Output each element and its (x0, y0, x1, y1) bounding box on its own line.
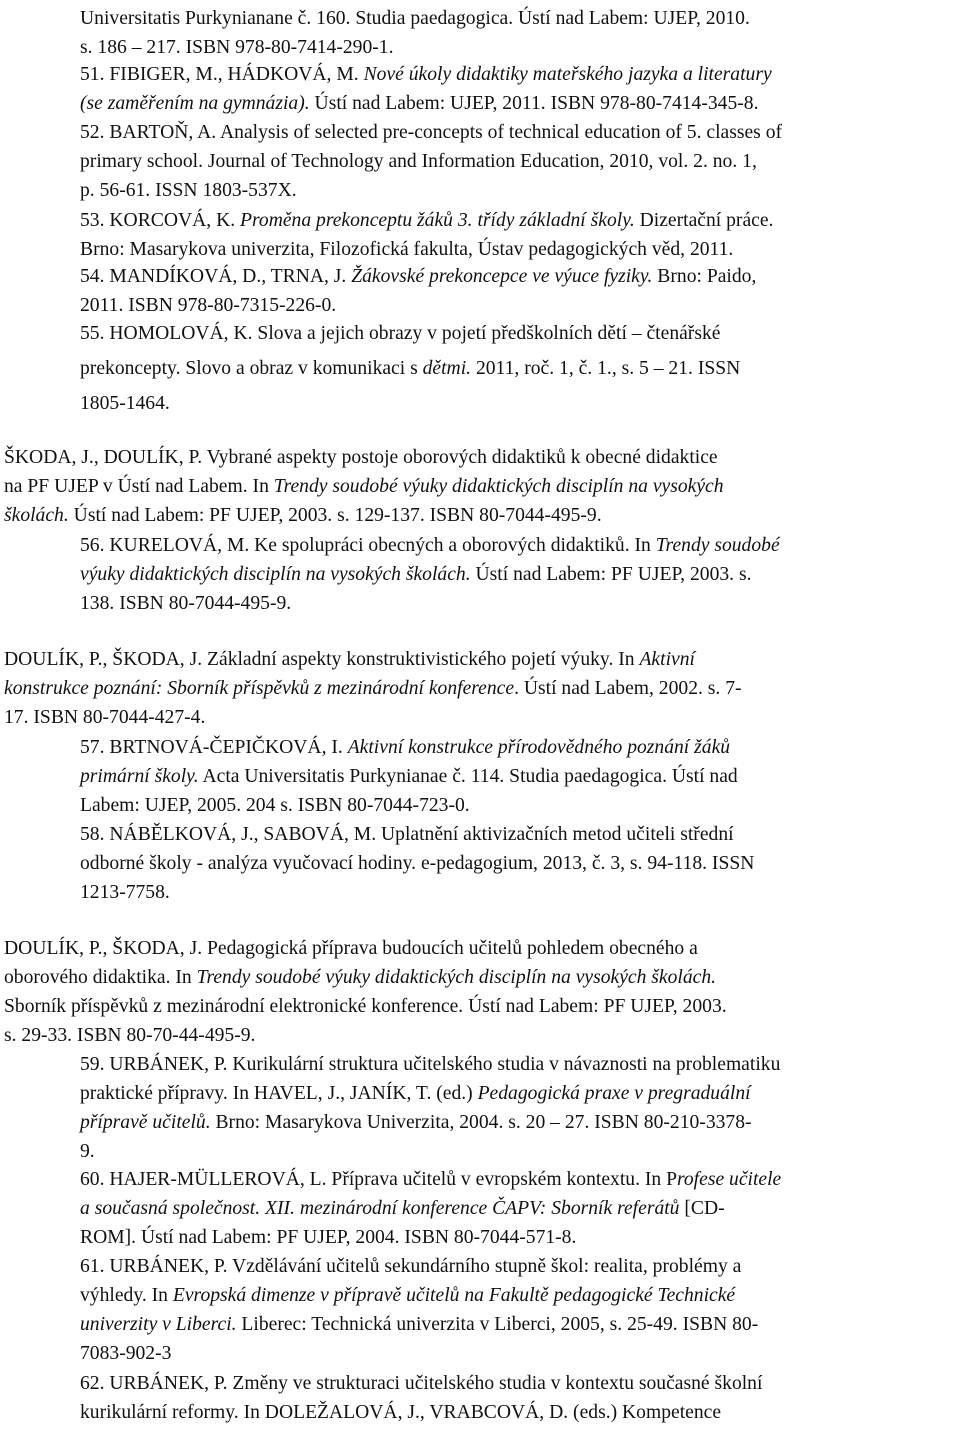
ref-doulik-skoda-2002-line (4, 676, 742, 702)
ref-53-line (80, 237, 733, 263)
text: praktické přípravy. In HAVEL, J., JANÍK, T. (ed.) (80, 1083, 478, 1104)
text: 52. BARTOŇ, A. Analysis of selected pre-concepts of technical education of 5. classes of (80, 122, 783, 143)
text: Ústí nad Labem: UJEP, 2011. ISBN 978-80-7414-345-8. (309, 93, 759, 114)
text: prekoncepty. Slovo a obraz v komunikaci s (80, 358, 423, 379)
text: DOULÍK, P., ŠKODA, J. Pedagogická příprava budoucích učitelů pohledem obecného a (4, 938, 698, 959)
ref-59-line (80, 1139, 95, 1165)
text: Acta Universitatis Purkynianae č. 114. Studia paedagogica. Ústí nad (198, 766, 738, 787)
text: 51. FIBIGER, M., HÁDKOVÁ, M. (80, 64, 364, 85)
ref-60-line (80, 1225, 576, 1251)
text: 62. URBÁNEK, P. Změny ve strukturaci učitelského studia v kontextu současné školní (80, 1373, 763, 1394)
text: 59. URBÁNEK, P. Kurikulární struktura učitelského studia v návaznosti na problematiku (80, 1054, 781, 1075)
italic-text: přípravě učitelů. (80, 1112, 211, 1133)
ref-doulik-skoda-2003-line (4, 965, 716, 991)
italic-text: Evropská dimenze v přípravě učitelů na Fakultě pedagogické Technické (172, 1285, 736, 1306)
text: 17. ISBN 80-7044-427-4. (4, 707, 206, 728)
ref-doulik-skoda-2003-line (4, 1023, 255, 1049)
ref-59-line (80, 1052, 780, 1078)
ref-59-line (80, 1110, 752, 1136)
text: 9. (80, 1141, 95, 1162)
ref-doulik-skoda-2003-line (4, 994, 727, 1020)
ref-58-line (80, 851, 754, 877)
text: 55. HOMOLOVÁ, K. Slova a jejich obrazy v pojetí předškolních dětí – čtenářské (80, 323, 721, 344)
text: primary school. Journal of Technology and Information Education, 2010, vol. 2. no. 1, (80, 151, 757, 172)
ref-54-line (80, 293, 336, 319)
ref-57-line (80, 793, 470, 819)
text: Ústí nad Labem: PF UJEP, 2003. s. 129-137. ISBN 80-7044-495-9. (68, 505, 602, 526)
ref-doulik-skoda-2002-line (4, 647, 695, 673)
italic-text: Trendy soudobé výuky didaktických disciplín na vysokých školách. (196, 967, 717, 988)
ref-55-line (80, 321, 720, 347)
text: 2011, roč. 1, č. 1., s. 5 – 21. ISSN (471, 358, 741, 379)
ref-60-line (80, 1196, 725, 1222)
italic-text: školách. (4, 505, 69, 526)
ref-59-line (80, 1081, 751, 1107)
ref-56-line (80, 591, 291, 617)
italic-text: Trendy soudobé výuky didaktických disciplín na vysokých (273, 476, 724, 497)
ref-52-line (80, 120, 782, 146)
ref-62-line (80, 1371, 762, 1397)
text: Brno: Masarykova Univerzita, 2004. s. 20 – 27. ISBN 80-210-3378- (210, 1112, 752, 1133)
ref-doulik-skoda-2002-line (4, 705, 205, 731)
ref-doulik-skoda-2003-line (4, 936, 698, 962)
text: . Ústí nad Labem, 2002. s. 7- (514, 678, 742, 699)
text: 1213-7758. (80, 882, 170, 903)
ref-56-line (80, 533, 780, 559)
ref-61-line (80, 1283, 735, 1309)
ref-54-line (80, 264, 756, 290)
text: Dizertační práce. (634, 210, 774, 231)
text: s. 29-33. ISBN 80-70-44-495-9. (4, 1025, 256, 1046)
ref-56-line (80, 562, 751, 588)
text: Brno: Paido, (652, 266, 757, 287)
ref-51-line (80, 91, 758, 117)
ref-52-line (80, 178, 297, 204)
ref-57-line (80, 735, 730, 761)
text: Universitatis Purkynianane č. 160. Studia paedagogica. Ústí nad Labem: UJEP, 2010. (80, 8, 750, 29)
italic-text: konstrukce poznání: Sborník příspěvků z mezinárodní konference (4, 678, 515, 699)
ref-skoda-doulik-2003-line (4, 445, 718, 471)
text: s. 186 – 217. ISBN 978-80-7414-290-1. (80, 37, 394, 58)
text: oborového didaktika. In (4, 967, 197, 988)
ref-61-line (80, 1341, 171, 1367)
italic-text: Nové úkoly didaktiky mateřského jazyka a literatury (363, 64, 772, 85)
ref-60-line (80, 1167, 781, 1193)
text: 58. NÁBĚLKOVÁ, J., SABOVÁ, M. Uplatnění aktivizačních metod učiteli střední (80, 824, 734, 845)
italic-text: Proměna prekonceptu žáků 3. třídy základní školy. (240, 210, 635, 231)
text: 7083-902-3 (80, 1343, 172, 1364)
ref-55-line (80, 356, 740, 382)
text: 54. MANDÍKOVÁ, D., TRNA, J. (80, 266, 352, 287)
ref-53-line (80, 208, 773, 234)
italic-text: dětmi. (422, 358, 472, 379)
italic-text: primární školy. (80, 766, 199, 787)
ref-skoda-doulik-2003-line (4, 474, 724, 500)
ref-52-line (80, 149, 757, 175)
text: Labem: UJEP, 2005. 204 s. ISBN 80-7044-723-0. (80, 795, 470, 816)
text: Ústí nad Labem: PF UJEP, 2003. s. (470, 564, 752, 585)
ref-58-line (80, 822, 734, 848)
text: 53. KORCOVÁ, K. (80, 210, 241, 231)
italic-text: Aktivní (639, 649, 695, 670)
ref-61-line (80, 1254, 741, 1280)
text: Sborník příspěvků z mezinárodní elektronické konference. Ústí nad Labem: PF UJEP, 2003. (4, 996, 727, 1017)
italic-text: Trendy soudobé (655, 535, 780, 556)
text: Liberec: Technická univerzita v Liberci, 2005, s. 25-49. ISBN 80- (236, 1314, 759, 1335)
text: výhledy. In (80, 1285, 173, 1306)
ref-55-line (80, 391, 170, 417)
ref-62-line (80, 1400, 721, 1426)
ref-57-line (80, 764, 738, 790)
italic-text: Žákovské prekoncepce ve výuce fyziky. (351, 266, 653, 287)
ref-58-line (80, 880, 170, 906)
italic-text: výuky didaktických disciplín na vysokých školách. (80, 564, 471, 585)
italic-text: Aktivní konstrukce přírodovědného poznání žáků (347, 737, 731, 758)
text: 138. ISBN 80-7044-495-9. (80, 593, 292, 614)
ref-skoda-doulik-2003-line (4, 503, 602, 529)
text: ROM]. Ústí nad Labem: PF UJEP, 2004. ISBN 80-7044-571-8. (80, 1227, 577, 1248)
text: 57. BRTNOVÁ-ČEPIČKOVÁ, I. (80, 737, 348, 758)
ref-51-line (80, 62, 772, 88)
ref-continuation-line (80, 35, 394, 61)
text: ŠKODA, J., DOULÍK, P. Vybrané aspekty postoje oborových didaktiků k obecné didaktice (4, 447, 718, 468)
text: DOULÍK, P., ŠKODA, J. Základní aspekty konstruktivistického pojetí výuky. In (4, 649, 640, 670)
italic-text: (se zaměřením na gymnázia). (80, 93, 310, 114)
text: kurikulární reformy. In DOLEŽALOVÁ, J., VRABCOVÁ, D. (eds.) Kompetence (80, 1402, 722, 1423)
text: Brno: Masarykova univerzita, Filozofická fakulta, Ústav pedagogických věd, 2011. (80, 239, 734, 260)
text: 61. URBÁNEK, P. Vzdělávání učitelů sekundárního stupně škol: realita, problémy a (80, 1256, 742, 1277)
text: p. 56-61. ISSN 1803-537X. (80, 180, 297, 201)
italic-text: Pedagogická praxe v pregraduální (477, 1083, 751, 1104)
italic-text: univerzity v Liberci. (80, 1314, 237, 1335)
text: na PF UJEP v Ústí nad Labem. In (4, 476, 274, 497)
italic-text: a současná společnost. XII. mezinárodní konference ČAPV: Sborník referátů (80, 1198, 680, 1219)
text: 1805-1464. (80, 393, 170, 414)
text: 2011. ISBN 978-80-7315-226-0. (80, 295, 337, 316)
ref-continuation-line (80, 6, 750, 32)
text: [CD- (679, 1198, 725, 1219)
text: 60. HAJER-MÜLLEROVÁ, L. Příprava učitelů v evropském kontextu. In P (80, 1169, 677, 1190)
text: odborné školy - analýza vyučovací hodiny. e-pedagogium, 2013, č. 3, s. 94-118. ISSN (80, 853, 755, 874)
italic-text: rofese učitele (676, 1169, 782, 1190)
ref-61-line (80, 1312, 758, 1338)
text: 56. KURELOVÁ, M. Ke spolupráci obecných a oborových didaktiků. In (80, 535, 656, 556)
